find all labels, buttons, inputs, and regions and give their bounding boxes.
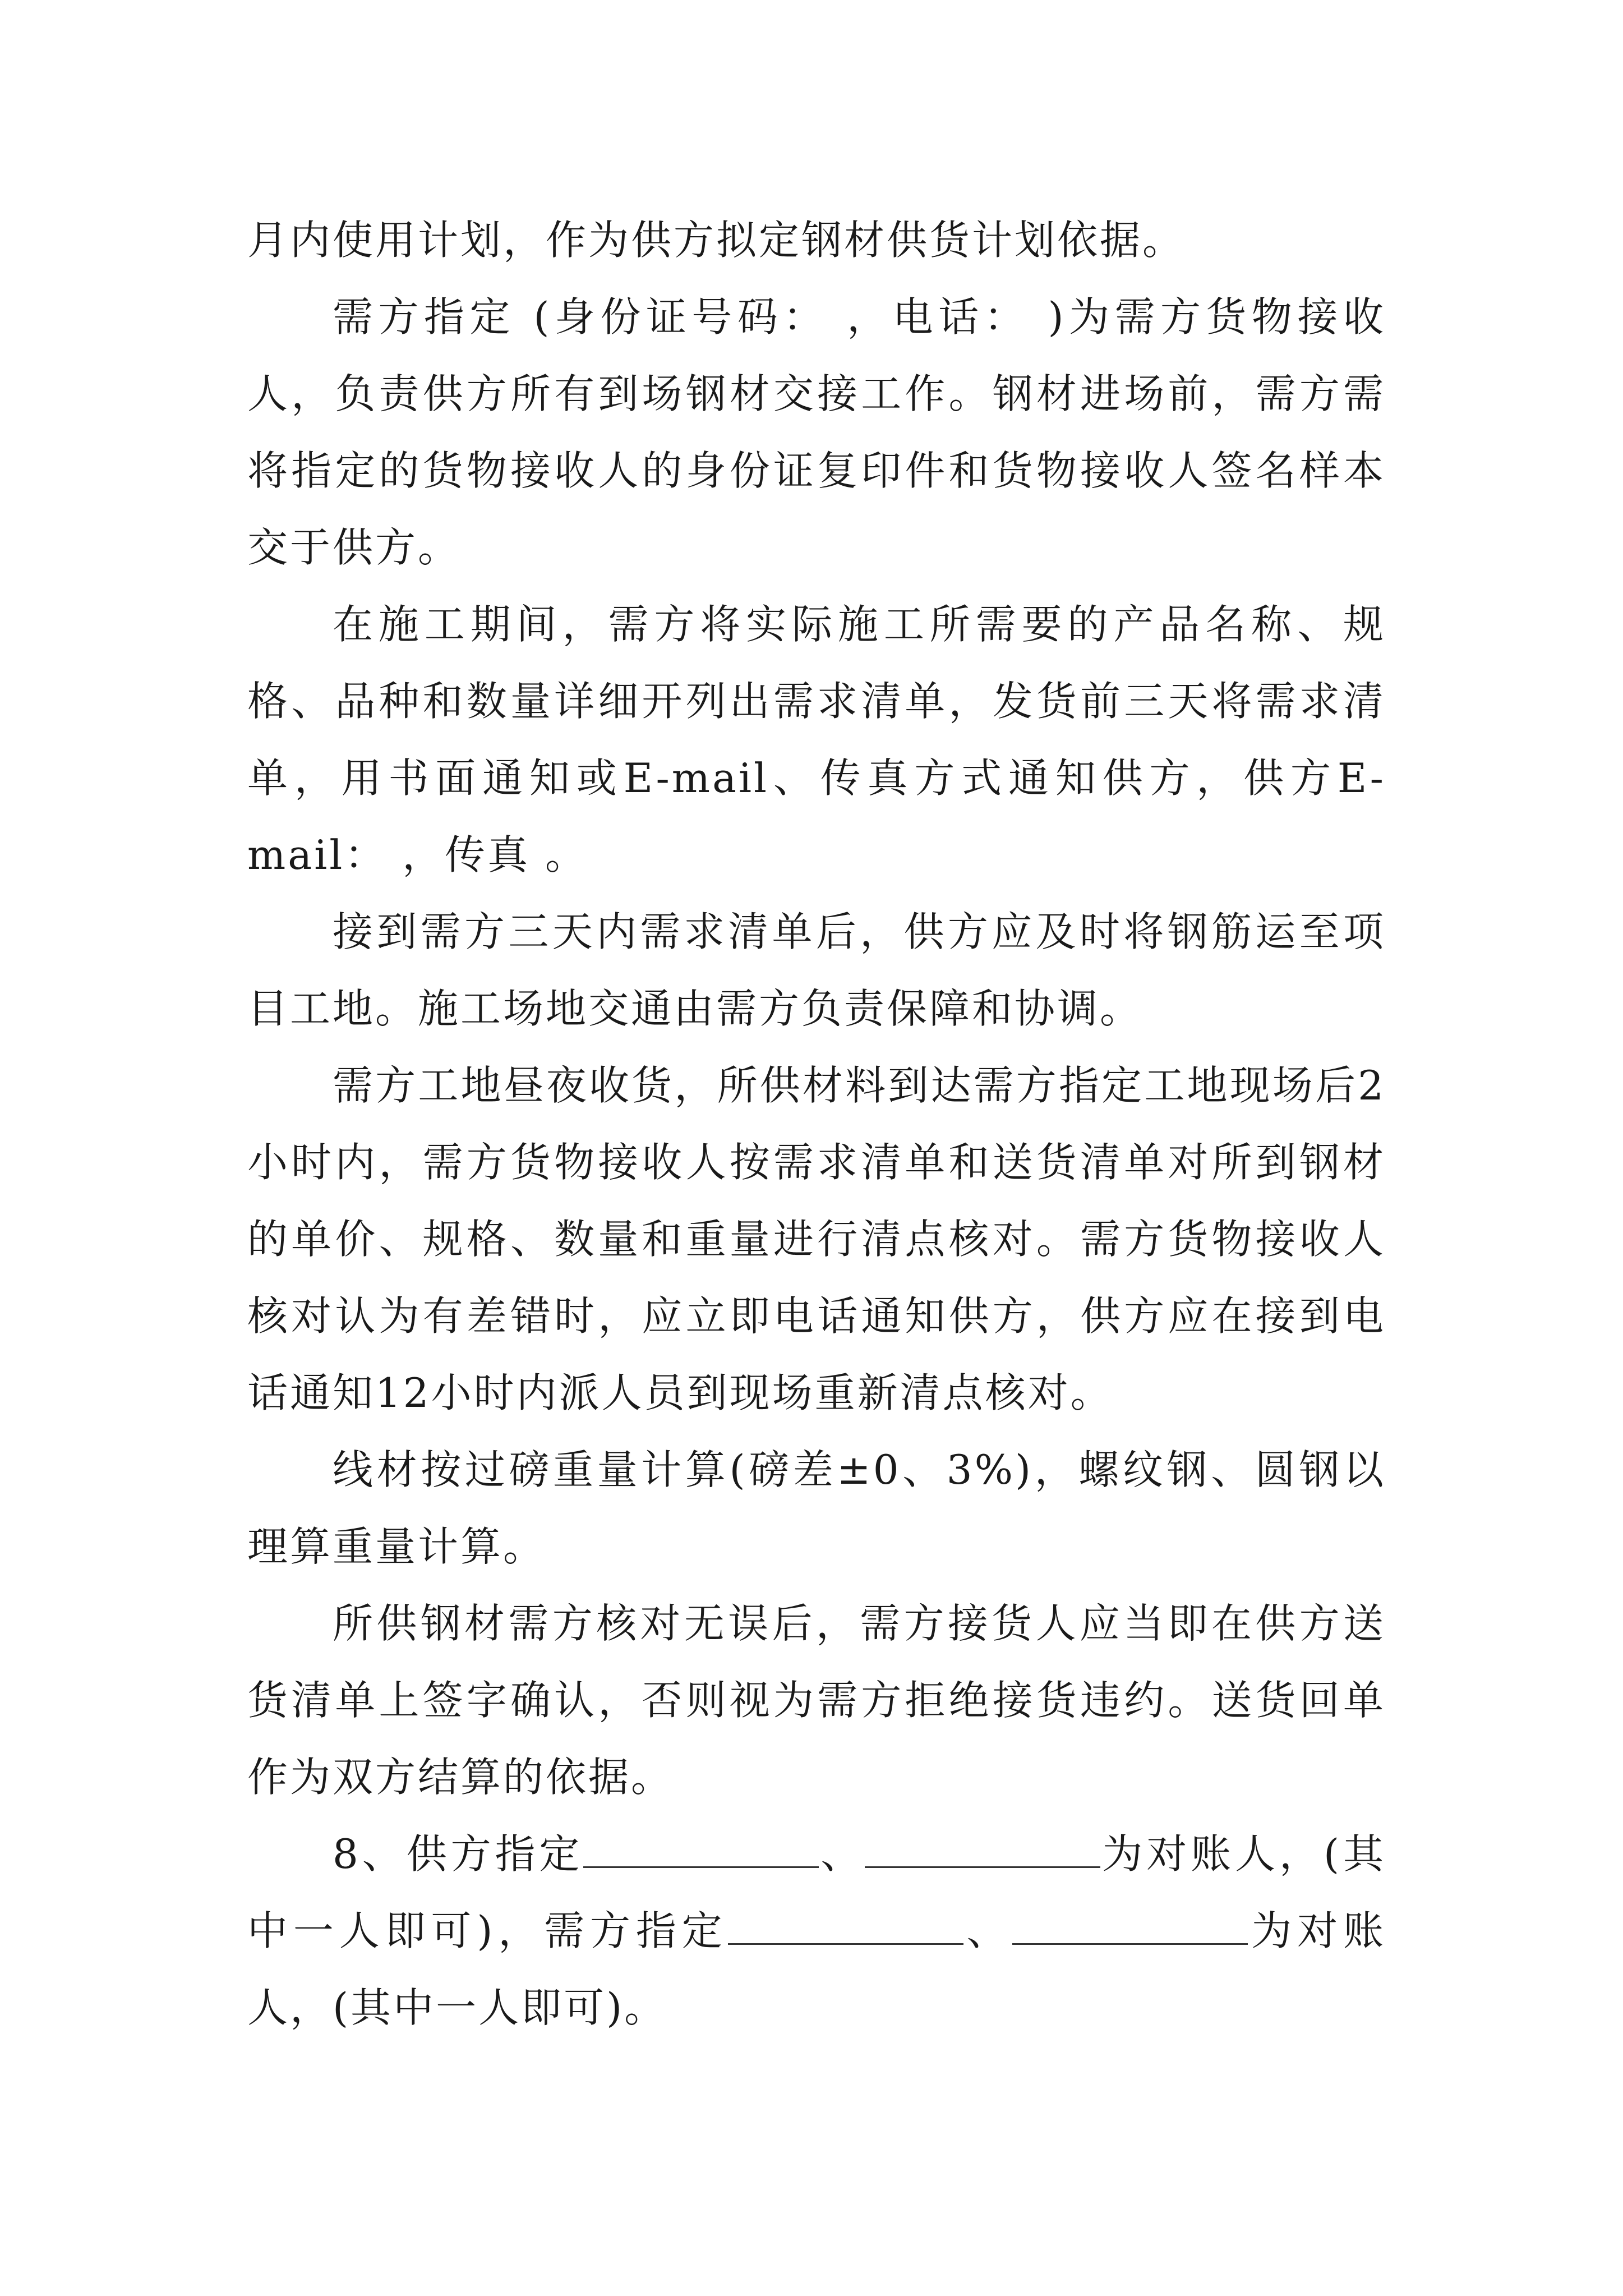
- item8-sep1: 、: [819, 1830, 865, 1878]
- paragraph-item-8: [247, 1816, 1386, 2046]
- document-body: [247, 202, 1386, 2046]
- paragraph-weight-calc: 线材按过磅重量计算(磅差±0、3%)，螺纹钢、圆钢以理算重量计算。: [247, 1446, 1386, 1570]
- item8-part1: 8、供方指定: [333, 1830, 584, 1878]
- item8-part2: 为对账人，(其中一人即可)，需方指定: [247, 1830, 1386, 1954]
- blank-field: [865, 1833, 1100, 1868]
- paragraph-usage-plan: 月内使用计划，作为供方拟定钢材供货计划依据。: [247, 217, 1186, 264]
- paragraph-demand-list: 在施工期间，需方将实际施工所需要的产品名称、规格、品种和数量详细开列出需求清单，发货前三天将需求清单，用书面通知或E-mail、传真方式通知供方，供方E-mail： ，传真 。: [247, 601, 1386, 878]
- blank-field: [583, 1833, 819, 1868]
- blank-field: [1012, 1910, 1248, 1945]
- item8-sep2: 、: [963, 1907, 1013, 1954]
- paragraph-receiving-check: 需方工地昼夜收货，所供材料到达需方指定工地现场后2小时内，需方货物接收人按需求清单和送货清单对所到钢材的单价、规格、数量和重量进行清点核对。需方货物接收人核对认为有差错时，应立即电话通知供方，供方应在接到电话通知12小时内派人员到现场重新清点核对。: [247, 1062, 1386, 1416]
- item8-part3: 为对账人，(其中一人即可)。: [247, 1907, 1386, 2031]
- blank-field: [728, 1910, 963, 1945]
- paragraph-delivery: 接到需方三天内需求清单后，供方应及时将钢筋运至项目工地。施工场地交通由需方负责保障和协调。: [247, 908, 1386, 1032]
- paragraph-sign-confirm: 所供钢材需方核对无误后，需方接货人应当即在供方送货清单上签字确认，否则视为需方拒绝接货违约。送货回单作为双方结算的依据。: [247, 1600, 1386, 1801]
- paragraph-receiver: 需方指定 (身份证号码： ，电话： )为需方货物接收人，负责供方所有到场钢材交接工作。钢材进场前，需方需将指定的货物接收人的身份证复印件和货物接收人签名样本交于供方。: [247, 293, 1386, 571]
